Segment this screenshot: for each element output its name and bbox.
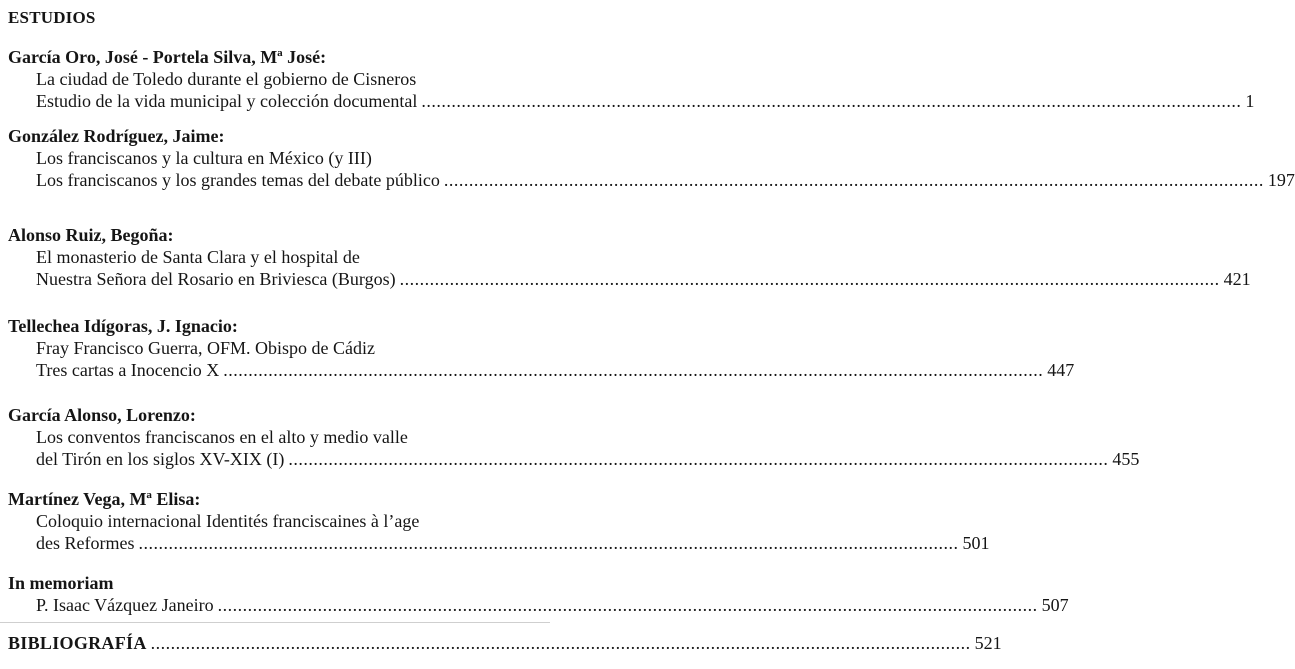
toc-entry[interactable]: [8, 572, 1069, 616]
toc-entry[interactable]: [8, 315, 1075, 381]
page-number: 501: [962, 533, 990, 553]
bibliography-entry[interactable]: [8, 632, 1002, 654]
entry-title-text: Nuestra Señora del Rosario en Briviesca (Burgos): [36, 269, 396, 289]
entry-title-text: Estudio de la vida municipal y colección documental: [36, 91, 418, 111]
divider: [0, 622, 550, 623]
entry-title-last-line: [8, 90, 1255, 112]
entry-title-line: La ciudad de Toledo durante el gobierno de Cisneros: [36, 69, 417, 89]
toc-entry[interactable]: [8, 404, 1140, 470]
toc-entry[interactable]: [8, 46, 1255, 112]
entry-title-last-line: [8, 169, 1295, 191]
entry-title-last-line: [8, 448, 1140, 470]
dot-leader: ....................................................................................................................................................................: [399, 269, 1220, 289]
dot-leader: ....................................................................................................................................................................: [421, 91, 1242, 111]
page-number: 447: [1047, 360, 1075, 380]
entry-title-line: Fray Francisco Guerra, OFM. Obispo de Cádiz: [36, 338, 375, 358]
entry-title-last-line: [8, 268, 1251, 290]
toc-entry[interactable]: [8, 224, 1251, 290]
entry-title-text: Tres cartas a Inocencio X: [36, 360, 220, 380]
entry-author: García Alonso, Lorenzo:: [8, 405, 196, 425]
dot-leader: ....................................................................................................................................................................: [288, 449, 1109, 469]
dot-leader: ....................................................................................................................................................................: [138, 533, 959, 553]
page-number: 455: [1112, 449, 1140, 469]
entry-title-text: P. Isaac Vázquez Janeiro: [36, 595, 214, 615]
entry-title-last-line: [8, 532, 990, 554]
entry-author: García Oro, José - Portela Silva, Mª José:: [8, 47, 327, 67]
section-title: ESTUDIOS: [8, 8, 96, 27]
page-number: 197: [1267, 170, 1295, 190]
dot-leader: ....................................................................................................................................................................: [217, 595, 1038, 615]
toc-entry[interactable]: [8, 488, 990, 554]
entry-title-line: Coloquio internacional Identités franciscaines à l’age: [36, 511, 420, 531]
entry-title-text: Los franciscanos y los grandes temas del debate público: [36, 170, 440, 190]
entry-title-line: Los conventos franciscanos en el alto y medio valle: [36, 427, 408, 447]
entry-author: Tellechea Idígoras, J. Ignacio:: [8, 316, 238, 336]
page-number: 507: [1041, 595, 1069, 615]
dot-leader: ....................................................................................................................................................................: [443, 170, 1264, 190]
entry-title-line: Los franciscanos y la cultura en México (y III): [36, 148, 372, 168]
toc-entry[interactable]: [8, 125, 1295, 191]
page-number: 1: [1245, 91, 1255, 111]
entry-author: Martínez Vega, Mª Elisa:: [8, 489, 201, 509]
entry-title-text: des Reformes: [36, 533, 135, 553]
entry-title-last-line: [8, 359, 1075, 381]
entry-title-line: El monasterio de Santa Clara y el hospital de: [36, 247, 360, 267]
entry-title-last-line: [8, 594, 1069, 616]
entry-author: González Rodríguez, Jaime:: [8, 126, 225, 146]
page-number: 521: [974, 633, 1002, 653]
page-number: 421: [1223, 269, 1251, 289]
entry-author: In memoriam: [8, 573, 114, 593]
dot-leader: ....................................................................................................................................................................: [150, 633, 971, 653]
bibliography-title: BIBLIOGRAFÍA: [8, 633, 147, 653]
dot-leader: ....................................................................................................................................................................: [223, 360, 1044, 380]
entry-title-text: del Tirón en los siglos XV-XIX (I): [36, 449, 285, 469]
entry-author: Alonso Ruiz, Begoña:: [8, 225, 174, 245]
